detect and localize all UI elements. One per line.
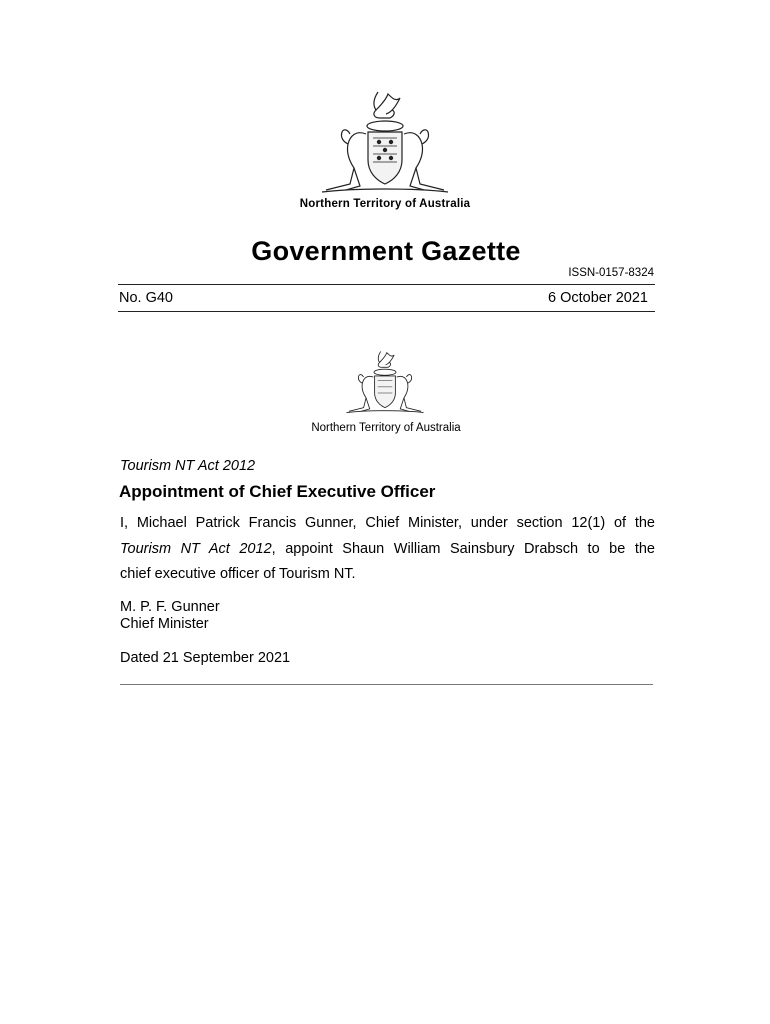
- issue-number: No. G40: [119, 290, 173, 306]
- body-line-2: [120, 537, 655, 563]
- crest-caption: Northern Territory of Australia: [299, 198, 471, 210]
- coat-of-arms-small-emblem: [341, 349, 429, 415]
- body-line-2-rest: , appoint Shaun William Sainsbury Drabsch to be the: [271, 540, 655, 557]
- act-name: Tourism NT Act 2012: [120, 458, 256, 474]
- body-act-reference: Tourism NT Act 2012: [120, 540, 272, 557]
- issn-label: ISSN-0157-8324: [568, 267, 654, 279]
- bottom-rule: [118, 311, 655, 312]
- notice-heading: Appointment of Chief Executive Officer: [119, 482, 436, 501]
- body-line-3: chief executive officer of Tourism NT.: [120, 566, 356, 582]
- dated-line: Dated 21 September 2021: [120, 650, 291, 666]
- body-line-1: I, Michael Patrick Francis Gunner, Chief Minister, under section 12(1) of the: [120, 515, 655, 531]
- page-title: Government Gazette: [251, 236, 521, 266]
- coat-of-arms-emblem: [316, 88, 454, 196]
- issue-date: 6 October 2021: [548, 290, 648, 306]
- notice-crest-caption: Northern Territory of Australia: [311, 422, 461, 434]
- notice-body: [120, 511, 655, 588]
- top-rule: [118, 284, 655, 285]
- end-rule: [120, 684, 653, 685]
- signatory-title: Chief Minister: [120, 616, 209, 632]
- signatory-name: M. P. F. Gunner: [120, 599, 220, 615]
